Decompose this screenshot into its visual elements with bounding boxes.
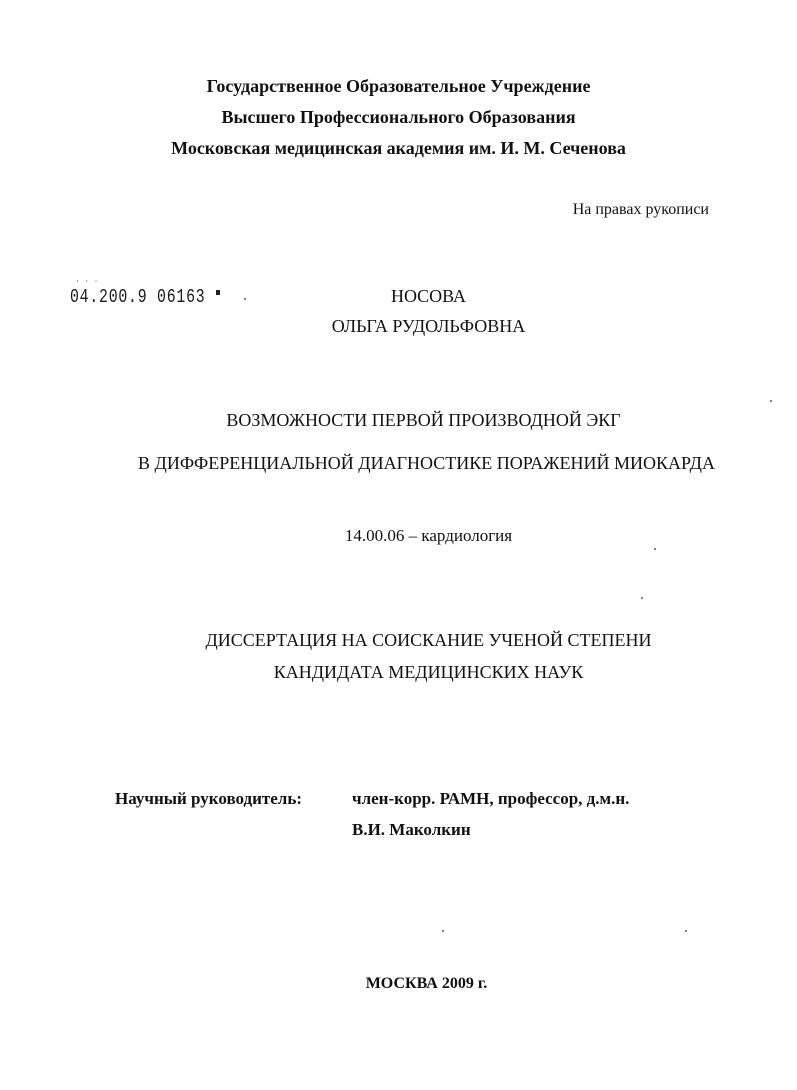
registration-number: 04.200.9 06163	[70, 286, 206, 308]
scan-speck	[654, 548, 656, 550]
registration-dots: · · ·	[76, 276, 100, 286]
institution-line-1: Государственное Образовательное Учреждение	[206, 76, 591, 96]
title-line-1: ВОЗМОЖНОСТИ ПЕРВОЙ ПРОИЗВОДНОЙ ЭКГ	[226, 410, 621, 430]
institution-line-3: Московская медицинская академия им. И. М. Сеченова	[171, 138, 626, 158]
specialty: 14.00.06 – кардиология	[344, 526, 513, 545]
supervisor-label: Научный руководитель:	[115, 789, 302, 808]
institution-line-2: Высшего Профессионального Образования	[221, 107, 576, 127]
scan-speck	[685, 930, 687, 932]
manuscript-note: На правах рукописи	[572, 201, 709, 218]
title-line-2: В ДИФФЕРЕНЦИАЛЬНОЙ ДИАГНОСТИКЕ ПОРАЖЕНИЙ МИОКАРДА	[138, 453, 715, 473]
scan-speck	[641, 597, 643, 599]
scan-speck	[442, 930, 444, 932]
scan-speck	[244, 298, 246, 300]
place-year: МОСКВА 2009 г.	[365, 975, 488, 992]
scan-speck	[770, 400, 772, 402]
author-given-names: ОЛЬГА РУДОЛЬФОВНА	[331, 316, 526, 336]
author-surname: НОСОВА	[390, 286, 467, 306]
degree-line-2: КАНДИДАТА МЕДИЦИНСКИХ НАУК	[273, 662, 584, 682]
supervisor-position: член-корр. РАМН, профессор, д.м.н.	[352, 789, 630, 808]
supervisor-name: В.И. Маколкин	[352, 820, 471, 839]
degree-line-1: ДИССЕРТАЦИЯ НА СОИСКАНИЕ УЧЕНОЙ СТЕПЕНИ	[205, 630, 652, 650]
